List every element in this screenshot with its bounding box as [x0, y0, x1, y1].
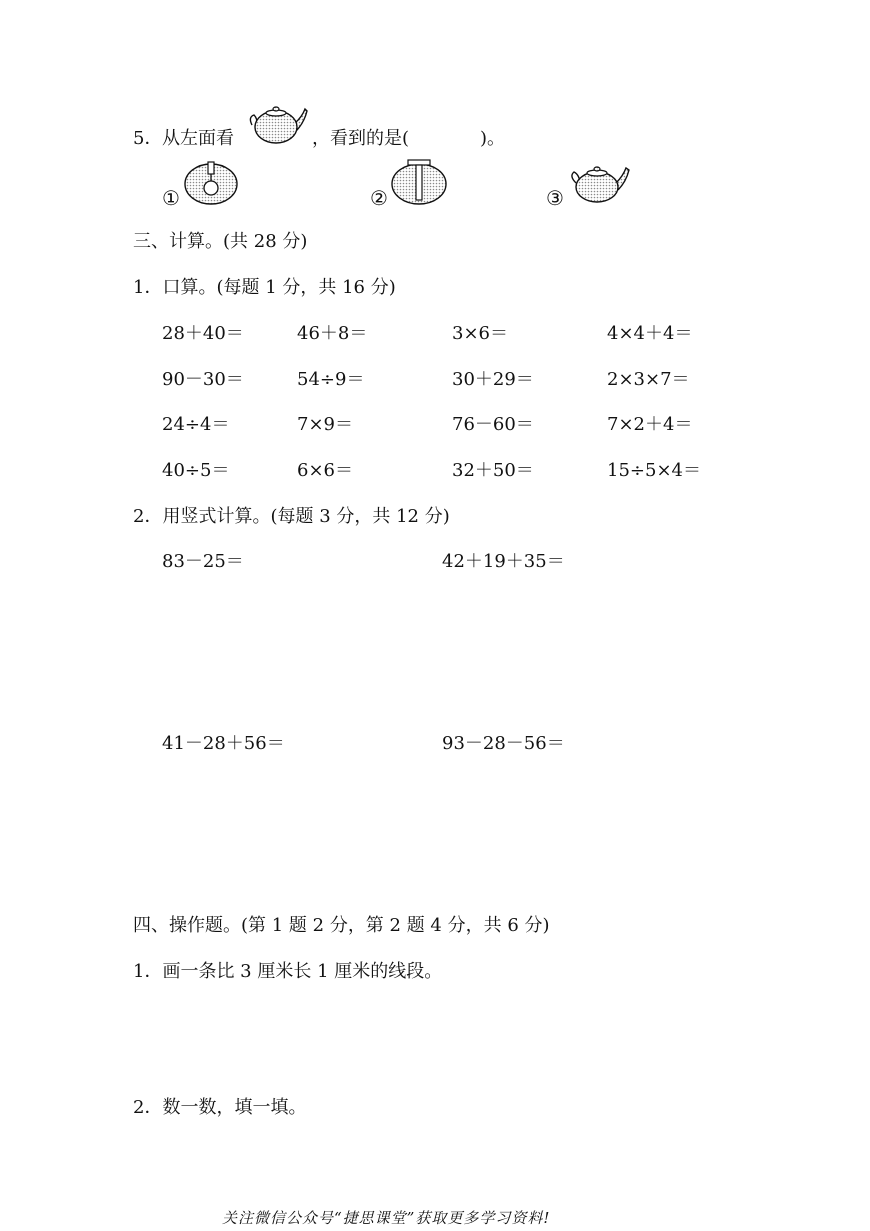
- section3-q1-title: 1．口算。(每题 1 分，共 16 分): [133, 277, 396, 298]
- oral-calc-item: 40÷5＝: [162, 460, 230, 481]
- oral-calc-item: 7×2＋4＝: [607, 414, 693, 435]
- oral-calc-item: 28＋40＝: [162, 323, 244, 344]
- oral-calc-item: 24÷4＝: [162, 414, 230, 435]
- q5-option-3-marker: ③: [546, 186, 564, 210]
- oral-calc-item: 3×6＝: [452, 323, 508, 344]
- oral-calc-item: 6×6＝: [297, 460, 353, 481]
- q5-option-2-marker: ②: [370, 186, 388, 210]
- oral-calc-item: 30＋29＝: [452, 369, 534, 390]
- q5-option-1-marker: ①: [162, 186, 180, 210]
- teapot-view-3-icon: [566, 163, 630, 205]
- oral-calc-item: 90－30＝: [162, 369, 244, 390]
- vertical-calc-item: 42＋19＋35＝: [442, 551, 565, 572]
- oral-calc-item: 76－60＝: [452, 414, 534, 435]
- oral-calc-item: 7×9＝: [297, 414, 353, 435]
- footer-note: 关注微信公众号“捷思课堂”获取更多学习资料!: [222, 1209, 551, 1227]
- section4-title: 四、操作题。(第 1 题 2 分，第 2 题 4 分，共 6 分): [133, 915, 550, 936]
- oral-calc-item: 4×4＋4＝: [607, 323, 693, 344]
- q5-suffix: ，看到的是(: [312, 128, 410, 149]
- q5-number: 5．: [133, 128, 163, 149]
- vertical-calc-item: 93－28－56＝: [442, 733, 565, 754]
- teapot-view-1-icon: [183, 160, 239, 206]
- oral-calc-item: 54÷9＝: [297, 369, 365, 390]
- q5-prefix: 从左面看: [162, 128, 234, 149]
- section4-q1: 1．画一条比 3 厘米长 1 厘米的线段。: [133, 961, 443, 982]
- oral-calc-item: 46＋8＝: [297, 323, 368, 344]
- vertical-calc-item: 83－25＝: [162, 551, 244, 572]
- oral-calc-item: 15÷5×4＝: [607, 460, 701, 481]
- section4-q2: 2．数一数，填一填。: [133, 1097, 307, 1118]
- section3-title: 三、计算。(共 28 分): [133, 231, 308, 252]
- oral-calc-item: 2×3×7＝: [607, 369, 690, 390]
- oral-calc-item: 32＋50＝: [452, 460, 534, 481]
- teapot-front-icon: [244, 103, 308, 147]
- q5-blank-close: )。: [480, 128, 506, 149]
- vertical-calc-item: 41－28＋56＝: [162, 733, 285, 754]
- teapot-view-2-icon: [390, 158, 448, 206]
- section3-q2-title: 2．用竖式计算。(每题 3 分，共 12 分): [133, 506, 450, 527]
